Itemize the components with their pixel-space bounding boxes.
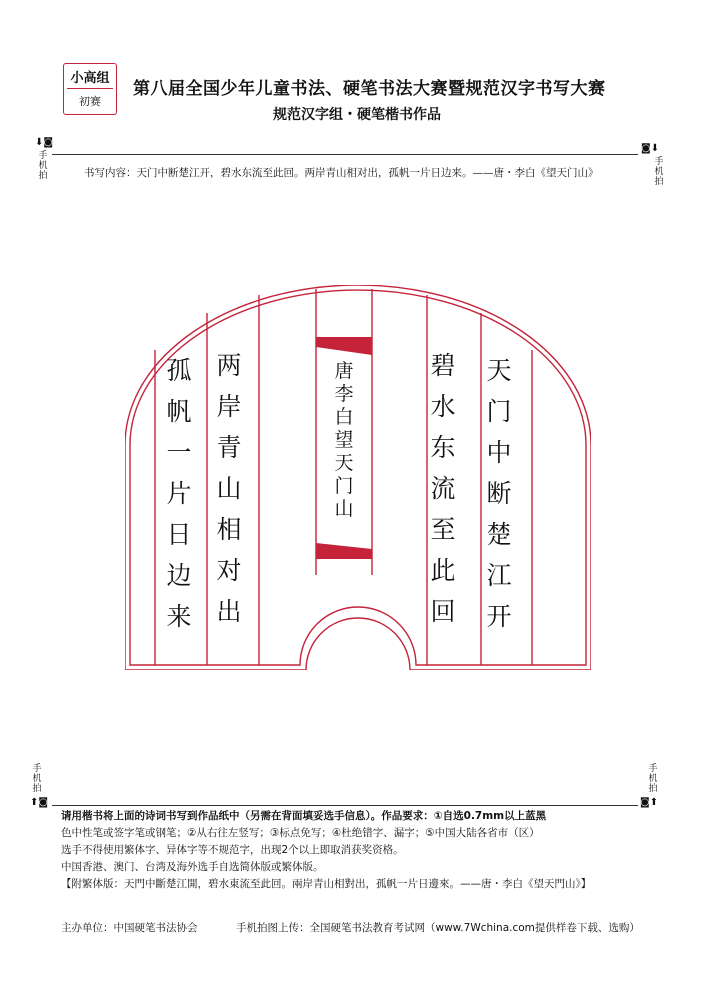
badge-round: 初赛 — [79, 95, 101, 108]
signature-char: 唐 — [334, 360, 354, 382]
signature-char: 望 — [334, 429, 354, 451]
camera-marker-bottom-right: ◙⬆ — [640, 797, 659, 808]
poem-char: 门 — [486, 397, 512, 426]
poem-char: 孤 — [166, 356, 192, 385]
poem-char: 帆 — [166, 397, 192, 426]
signature-char: 山 — [334, 498, 354, 520]
level-badge — [63, 63, 117, 115]
poem-char: 来 — [166, 602, 192, 631]
poem-char: 山 — [216, 474, 242, 503]
poem-char: 水 — [430, 392, 456, 421]
side-label-bottom-left: 手机拍 — [32, 764, 42, 794]
instructions — [61, 808, 646, 893]
poem-char: 开 — [486, 602, 512, 631]
poem-char: 对 — [216, 556, 242, 585]
poem-char: 回 — [430, 597, 456, 626]
poem-char: 流 — [430, 474, 456, 503]
top-rule — [52, 154, 638, 155]
poem-char: 天 — [486, 356, 512, 385]
page-title: 第八届全国少年儿童书法、硬笔书法大赛暨规范汉字书写大赛 — [133, 79, 606, 99]
poem-char: 边 — [166, 561, 192, 590]
poem-char: 日 — [166, 520, 192, 549]
badge-level: 小高组 — [70, 71, 110, 86]
side-label-bottom-right: 手机拍 — [648, 764, 658, 794]
signature-char: 李 — [334, 383, 354, 405]
camera-marker-top-left: ⬇◙ — [35, 137, 54, 148]
page-subtitle: 规范汉字组・硬笔楷书作品 — [273, 107, 441, 123]
signature-char: 白 — [334, 406, 354, 428]
writing-content: 书写内容：天门中断楚江开，碧水东流至此回。两岸青山相对出，孤帆一片日边来。——唐・李白《望天门山》 — [84, 167, 599, 179]
poem-char: 江 — [486, 561, 512, 590]
side-label-top-right: 手机拍 — [654, 157, 664, 187]
poem-char: 出 — [216, 597, 242, 626]
footer-organizer: 主办单位：中国硬笔书法协会 — [61, 922, 198, 934]
poem-char: 楚 — [486, 520, 512, 549]
camera-marker-top-right: ◙⬇ — [641, 143, 660, 154]
poem-char: 两 — [216, 351, 242, 380]
poem-column-4 — [157, 350, 201, 637]
instruction-line: 选手不得使用繁体字、异体字等不规范字，出现2个以上即取消获奖资格。 — [61, 844, 404, 856]
camera-marker-bottom-left: ⬆◙ — [30, 797, 49, 808]
bottom-rule — [52, 805, 638, 806]
instruction-line: 请用楷书将上面的诗词书写到作品纸中（另需在背面填妥选手信息）。作品要求：①自选0.7mm以上蓝黑 — [61, 810, 547, 822]
poem-column-2 — [421, 345, 465, 632]
poem-char: 此 — [430, 556, 456, 585]
poem-char: 东 — [430, 433, 456, 462]
instruction-line: 色中性笔或签字笔或钢笔；②从右往左竖写；③标点免写；④杜绝错字、漏字；⑤中国大陆各省市（区） — [61, 827, 540, 839]
footer-upload: 手机拍图上传：全国硬笔书法教育考试网（www.7Wchina.com提供样卷下载、选购） — [236, 922, 640, 934]
poem-column-1 — [477, 350, 521, 637]
instruction-line: 中国香港、澳门、台湾及海外选手自选简体版或繁体版。 — [61, 861, 324, 873]
poem-char: 一 — [166, 438, 192, 467]
poem-char: 相 — [216, 515, 242, 544]
badge-divider — [67, 88, 113, 89]
poem-char: 断 — [486, 479, 512, 508]
instruction-line: 【附繁体版：天門中斷楚江開，碧水東流至此回。兩岸青山相對出，孤帆一片日邊來。——唐・李白《望天門山》】 — [61, 878, 592, 890]
side-label-top-left: 手机拍 — [38, 151, 48, 181]
poem-column-3 — [207, 345, 251, 632]
signature-char: 天 — [334, 452, 354, 474]
poem-char: 岸 — [216, 392, 242, 421]
signature-char: 门 — [334, 475, 354, 497]
poem-char: 至 — [430, 515, 456, 544]
poem-char: 青 — [216, 433, 242, 462]
signature-column — [326, 360, 362, 521]
poem-char: 片 — [166, 479, 192, 508]
poem-char: 中 — [486, 438, 512, 467]
poem-char: 碧 — [430, 351, 456, 380]
